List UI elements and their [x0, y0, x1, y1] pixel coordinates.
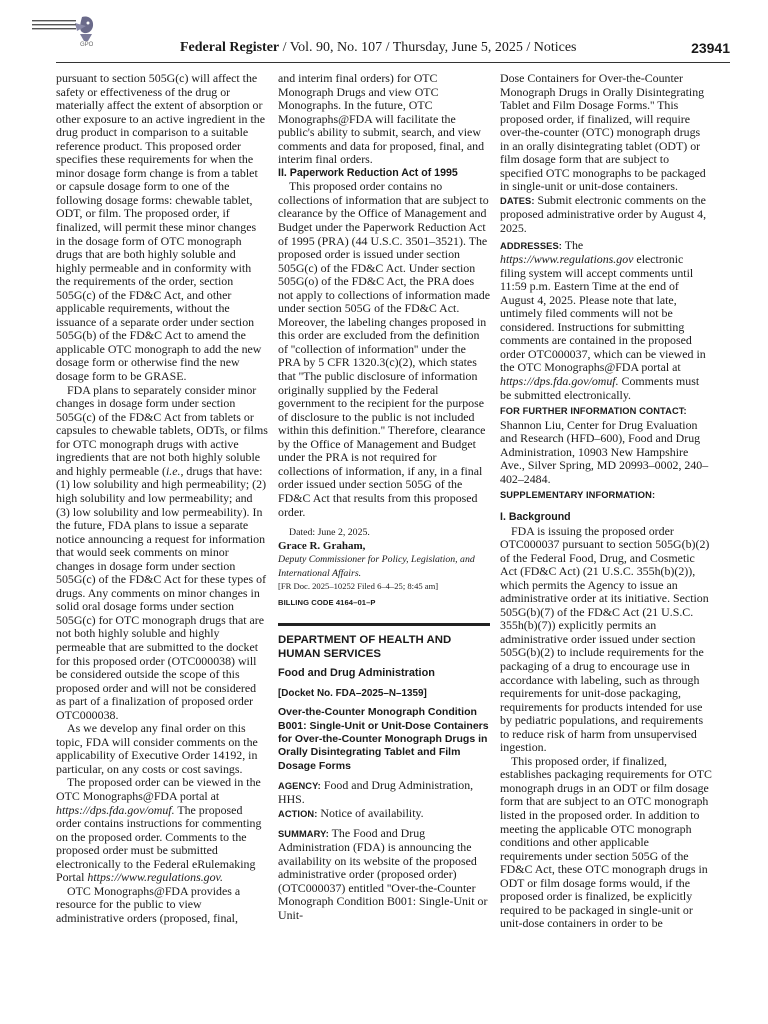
text-run: FDA plans to separately consider minor changes in dosage form under section 505G(c) of the FD&C Act from tablets or capsules to chewable tablets, ODTs, or films for OTC monograph drugs with active ingredients that are not both highly soluble and highly permeable (: [56, 382, 268, 478]
publication-name: Federal Register: [180, 40, 280, 55]
paragraph: [56, 384, 268, 723]
agency-name: Food and Drug Administration: [278, 667, 435, 680]
contact-label: FOR FURTHER INFORMATION CONTACT:: [500, 406, 687, 417]
action-line: [278, 807, 490, 822]
text-run: electronic filing system will accept comments until 11:59 p.m. Eastern Time at the end of August 4, 2025. Please note that late, untimely filed comments will not be considered. Instructions for submitting comments are contained in the proposed order OTC000037, which can be viewed in the OTC Monographs@FDA portal at: [500, 252, 706, 375]
background-heading: I. Background: [500, 510, 571, 523]
section-heading: II. Paperwork Reduction Act of 1995: [278, 166, 458, 179]
column-3: [500, 72, 712, 931]
summary-text: The Food and Drug Administration (FDA) is announcing the availability on its website of the proposed administrative order (proposed order) (OTC000037) entitled ''Over-the-Counter Monograph Condition B001: Single-Unit or Unit-: [278, 825, 488, 922]
agency-line: [278, 779, 490, 807]
paragraph: This proposed order contains no collections of information that are subject to clearance by the Office of Management and Budget under the Paperwork Reduction Act of 1995 (PRA) (44 U.S.C. 3501–3521). The proposed order is issued under section 505G(c) of the FD&C Act. Under section 505G(o) of the FD&C Act, the PRA does not apply to collections of information made under section 505G of the FD&C Act. Moreover, the labeling changes proposed in this order are excluded from the definition of ''collection of information'' under the PRA by 5 CFR 1320.3(c)(2), which states that ''The public disclosure of information originally supplied by the Federal government to the recipient for the purpose of disclosure to the public is not included within this definition.'' Therefore, clearance by the Office of Management and Budget under the PRA is not required for collections of information, if any, in a final order issued under section 505G of the FD&C Act that results from this proposed order.: [278, 179, 490, 519]
addresses-label: ADDRESSES:: [500, 240, 562, 251]
agency-label: AGENCY:: [278, 780, 321, 791]
paragraph: OTC Monographs@FDA provides a resource for the public to view administrative orders (proposed, final,: [56, 883, 241, 925]
contact-text: Shannon Liu, Center for Drug Evaluation and Research (HFD–600), Food and Drug Administration, 10903 New Hampshire Ave., Silver Spring, MD 20993–0002, 240–402–2484.: [500, 417, 709, 486]
docket-number: [Docket No. FDA–2025–N–1359]: [278, 687, 427, 699]
text-run: Comments must be submitted electronically.: [500, 374, 700, 402]
gpo-authenticated-logo: [30, 14, 100, 48]
paragraph: and interim final orders) for OTC Monograph Drugs and view OTC Monographs. In the future, OTC Monographs@FDA will facilitate the public's ability to submit, search, and view comments and data for proposed, final, and interim final orders.: [278, 71, 485, 167]
dates-text: Submit electronic comments on the proposed administrative order by August 4, 2025.: [500, 192, 707, 236]
running-header: [180, 38, 730, 58]
dated-line: Dated: June 2, 2025.: [289, 527, 370, 539]
summary-label: SUMMARY:: [278, 828, 329, 839]
signer-title: Deputy Commissioner for Policy, Legislation, and International Affairs.: [278, 554, 475, 579]
italic-text: i.e.,: [165, 463, 184, 478]
regulations-gov-link[interactable]: https://www.regulations.gov.: [87, 870, 223, 885]
gpo-eagle-logo-icon: [30, 14, 100, 48]
paragraph: FDA is issuing the proposed order OTC000037 pursuant to section 505G(b)(2) of the Federal Food, Drug, and Cosmetic Act (FD&C Act) (21 U.S.C. 355h(b)(2)), which permits the Agency to issue an administrative order at its initiative. Section 505G(b)(7) of the FD&C Act (21 U.S.C. 355h(b)(7)) explicitly permits an administrative order issued under section 505G(b)(2) to include requirements for the packaging of a drug to encourage use in accordance with labeling, such as through requirements for unit-dose packaging, requirements for products intended for use by pediatric populations, and requirements to reduce risk of harm from unsupervised ingestion.: [500, 523, 710, 755]
signer-name: Grace R. Graham,: [278, 539, 366, 552]
paragraph: This proposed order, if finalized, establishes packaging requirements for OTC monograph drugs in an ODT or film dosage form that are subject to an OTC monograph listed in the proposed order. In addition to meeting the applicable OTC monograph conditions and other applicable requirements under section 505G of the FD&C Act, these OTC monograph drugs in ODT or film dosage forms would, if the proposed order is finalized, be explicitly required to be packaged in single-unit or unit-dose containers in order to be: [500, 753, 712, 931]
regulations-gov-link[interactable]: https://www.regulations.gov: [500, 252, 634, 267]
paragraph: As we develop any final order on this topic, FDA will consider comments on the applicability of Executive Order 14192, in particular, on any costs or cost savings.: [56, 721, 258, 776]
omuf-portal-link[interactable]: https://dps.fda.gov/omuf.: [500, 374, 619, 389]
header-rule: [56, 62, 730, 63]
department-heading: DEPARTMENT OF HEALTH AND HUMAN SERVICES: [278, 634, 452, 660]
fr-doc-line: [FR Doc. 2025–10252 Filed 6–4–25; 8:45 am]: [278, 581, 439, 592]
column-1: [56, 72, 268, 925]
column-2: [278, 72, 490, 922]
addresses-paragraph: [500, 239, 712, 403]
billing-code: BILLING CODE 4164–01–P: [278, 597, 376, 607]
svg-text:GPO: GPO: [80, 42, 94, 48]
text-run: The: [561, 237, 584, 252]
paragraph: Dose Containers for Over-the-Counter Monograph Drugs in Orally Disintegrating Tablet and Film Dosage Forms.'' This proposed order, if finalized, will require over-the-counter (OTC) monograph drugs in an orally disintegrating tablet (ODT) or film dosage form that are subject to specified OTC monographs to be packaged in single-unit or unit-dose containers.: [500, 71, 706, 194]
omuf-portal-link[interactable]: https://dps.fda.gov/omuf.: [56, 802, 175, 817]
dates-paragraph: [500, 194, 712, 236]
action-value: Notice of availability.: [317, 806, 424, 820]
text-run: drugs that have: (1) low solubility and high permeability; (2) high solubility and low permeability; and (3) low solubility and low permeability). In the future, FDA plans to issue a separate notice announcing a request for information that would seek comments on minor changes in dosage form under section 505G(c) of the FD&C Act for these types of drugs. Any comments on minor changes in solid oral dosage forms under section 505G(c) for OTC monograph drugs that are not both highly soluble and highly permeable that are submitted to the docket for this proposed order (OTC000038) will be considered outside the scope of this proposed order and will not be considered as part of a finalization of proposed order OTC000038.: [56, 463, 267, 722]
supplementary-label: SUPPLEMENTARY INFORMATION:: [500, 490, 656, 501]
paragraph: pursuant to section 505G(c) will affect the safety or effectiveness of the drug or materially affect the extent of absorption or other exposure to an active ingredient in the drug product in comparison to a suitable reference product. This proposed order specifies these requirements for when the minor dosage form change is from a tablet or capsule dosage form to one of the following dosage forms: chewable tablet, ODT, or film. The proposed order, if finalized, will permit these minor changes in the dosage form of OTC monograph drugs that are both highly soluble and highly permeable and in conformity with the requirements of the order, section 505G(c) of the FD&C Act, and other applicable requirements, without the issuance of a separate order under section 505G(b) of the FD&C Act to amend the applicable OTC monograph to add the new dosage form or otherwise find the new dosage form to be GRASE.: [56, 71, 266, 384]
paragraph: [56, 776, 268, 884]
issue-details: / Vol. 90, No. 107 / Thursday, June 5, 2025 / Notices: [279, 40, 577, 55]
page-number: 23941: [691, 40, 730, 56]
text-run: The proposed order can be viewed in the OTC Monographs@FDA portal at: [56, 775, 261, 803]
notice-title: Over-the-Counter Monograph Condition B001: Single-Unit or Unit-Dose Containers for Over-the-Counter Monograph Drugs in Orally Disintegrating Tablet and Film Dosage Forms: [278, 706, 489, 772]
agency-value: Food and Drug Administration, HHS.: [278, 777, 474, 807]
summary-paragraph: [278, 827, 490, 923]
action-label: ACTION:: [278, 809, 318, 819]
text-run: The proposed order contains instructions for commenting on the proposed order. Comments to the proposed order must be submitted electronically to the Federal eRulemaking Portal: [56, 802, 262, 885]
dates-label: DATES:: [500, 195, 535, 206]
